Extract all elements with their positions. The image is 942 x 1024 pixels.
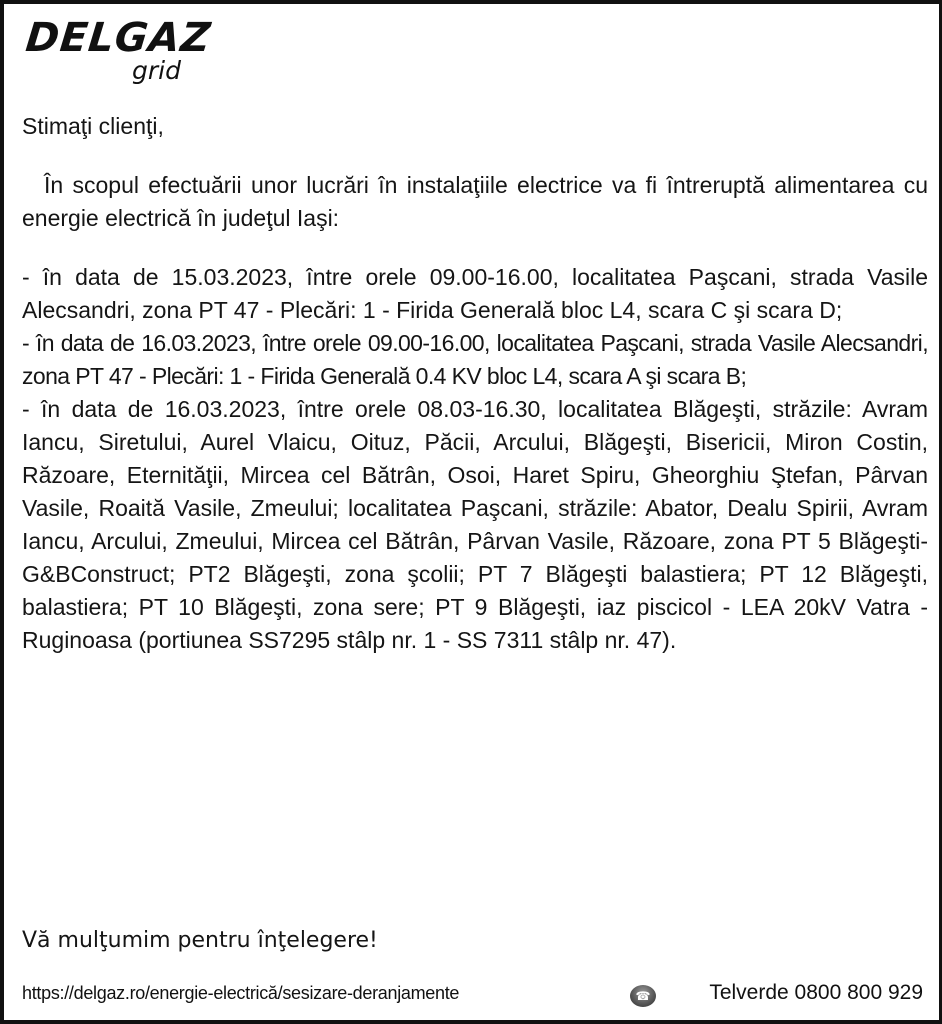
greeting: Stimaţi clienţi, [22,113,164,139]
outage-item: - în data de 16.03.2023, între orele 09.00-16.00, localitatea Paşcani, strada Vasile Alecsandri, zona PT 47 - Plecări: 1 - Firida Generală 0.4 KV bloc L4, scara A şi scara B; [22,330,928,389]
notice-body [22,110,928,657]
delgaz-grid-logo [23,15,214,85]
phone-number: Telverde 0800 800 929 [709,981,923,1004]
telephone-icon [630,985,656,1007]
closing-text: Vă mulţumim pentru înţelegere! [22,928,378,953]
footer [22,981,923,1011]
logo-sub: grid [132,56,181,85]
report-outage-link[interactable]: https://delgaz.ro/energie-electrică/sesizare-deranjamente [22,983,460,1003]
outage-item: - în data de 15.03.2023, între orele 09.00-16.00, localitatea Paşcani, strada Vasile Alecsandri, zona PT 47 - Plecări: 1 - Firida Generală bloc L4, scara C şi scara D; [22,264,928,323]
outage-item: - în data de 16.03.2023, între orele 08.03-16.30, localitatea Blăgeşti, străzile: Avram Iancu, Siretului, Aurel Vlaicu, Oituz, Păcii, Arcului, Blăgeşti, Bisericii, Miron Costin, Răzoare, Eternităţii, Mircea cel Bătrân, Osoi, Haret Spiru, Gheorghiu Ştefan, Pârvan Vasile, Roaită Vasile, Zmeului; localitatea Paşcani, străzile: Abator, Dealu Spirii, Avram Iancu, Arcului, Zmeului, Mircea cel Bătrân, Pârvan Vasile, Răzoare, zona PT 5 Blăgeşti-G&BConstruct; PT2 Blăgeşti, zona şcolii; PT 7 Blăgeşti balastiera; PT 12 Blăgeşti, balastiera; PT 10 Blăgeşti, zona sere; PT 9 Blăgeşti, iaz piscicol - LEA 20kV Vatra - Ruginoasa (portiunea SS7295 stâlp nr. 1 - SS 7311 stâlp nr. 47). [22,396,928,653]
telephone-glyph: ☎ [635,989,651,1003]
intro-paragraph: În scopul efectuării unor lucrări în instalaţiile electrice va fi întreruptă alimentarea cu energie electrică în judeţul Iaşi: [22,172,928,231]
logo-brand: DELGAZ [23,15,214,61]
